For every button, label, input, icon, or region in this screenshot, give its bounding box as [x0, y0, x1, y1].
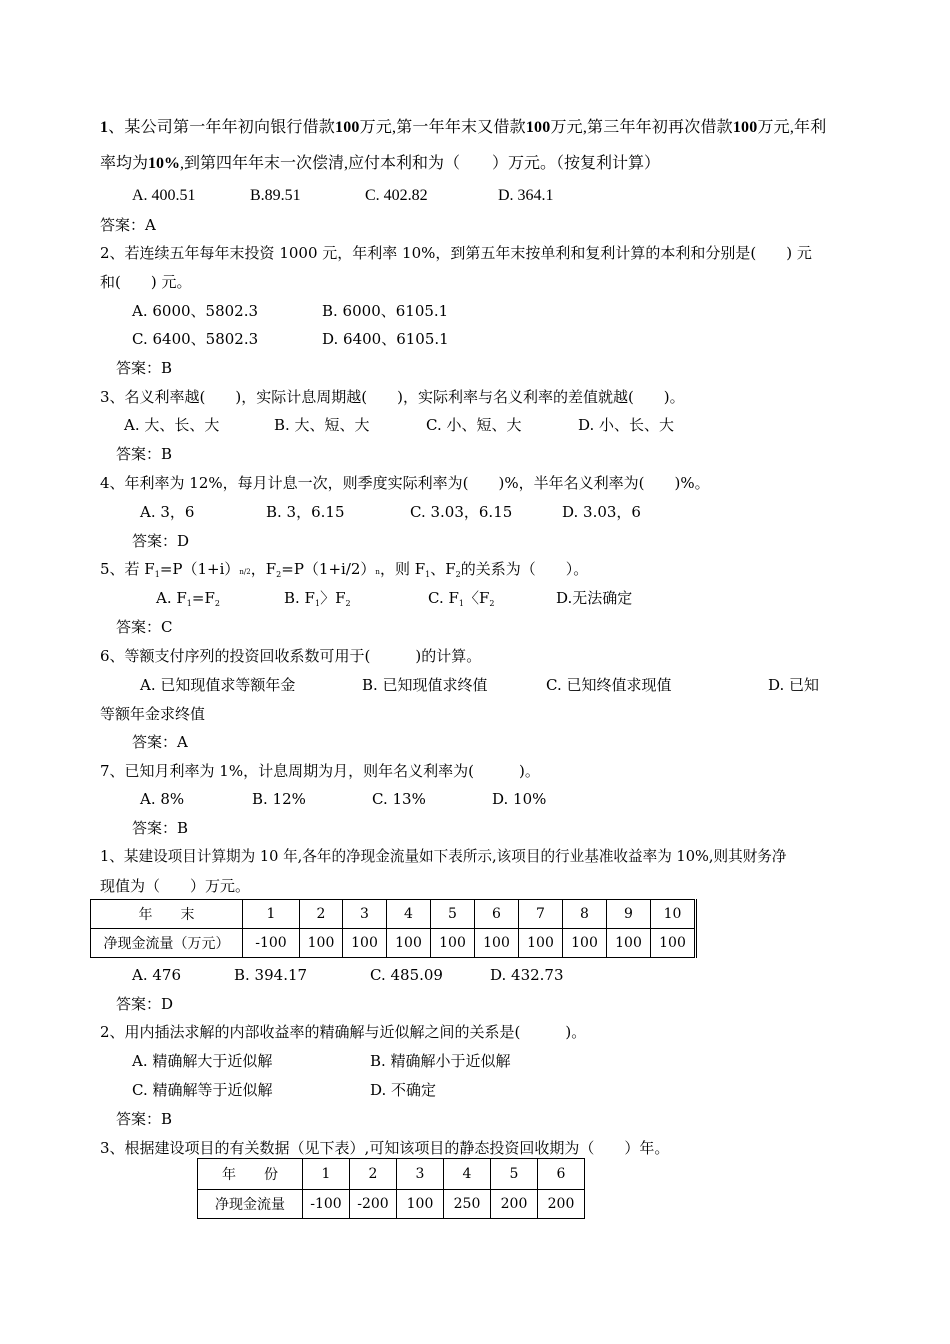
- q10-line1: 3、根据建设项目的有关数据（见下表）,可知该项目的静态投资回收期为（ ）年。: [100, 1139, 670, 1157]
- q1-option-d: D. 364.1: [498, 187, 554, 204]
- q1-option-b: B.89.51: [250, 187, 301, 204]
- q5-sub: 2: [214, 599, 220, 608]
- q1-text-part: 万元,第三年年初再次借款: [550, 119, 733, 136]
- table-cell-value: 100: [607, 929, 651, 958]
- q5-sub: 1: [425, 570, 431, 579]
- q5-sub: 1: [458, 599, 464, 608]
- q8-option-a: A. 476: [132, 966, 181, 984]
- q2-line1: 2、若连续五年每年末投资 1000 元，年利率 10%，到第五年末按单利和复利计算的本利和分别是( ) 元: [100, 244, 812, 262]
- table-cell-year: 3: [397, 1159, 444, 1190]
- q1-line2: [100, 154, 660, 174]
- q5-option-d: D.无法确定: [556, 589, 633, 607]
- q4-option-c: C. 3.03，6.15: [410, 503, 513, 521]
- table-cell-value: 100: [519, 929, 563, 958]
- table-cell-year: 8: [563, 900, 607, 929]
- table-cell-year: 6: [475, 900, 519, 929]
- table-cell-value: -100: [303, 1190, 350, 1219]
- q5-sub: 2: [345, 599, 351, 608]
- q6-line1: 6、等额支付序列的投资回收系数可用于( )的计算。: [100, 647, 482, 665]
- q5-line1: [100, 559, 588, 585]
- table-cell-value: 100: [431, 929, 475, 958]
- q4-answer: 答案：D: [132, 532, 190, 550]
- table-cell-value: 250: [444, 1190, 491, 1219]
- q2-option-d: D. 6400、6105.1: [322, 330, 449, 348]
- q9-answer: 答案：B: [116, 1110, 173, 1128]
- q8-line1: 1、某建设项目计算期为 10 年,各年的净现金流量如下表所示,该项目的行业基准收益率为 10%,则其财务净: [100, 848, 787, 865]
- table-cell-year: 6: [538, 1159, 585, 1190]
- table-cell-year: 1: [243, 900, 300, 929]
- q4-line1: 4、年利率为 12%，每月计息一次，则季度实际利率为( )%，半年名义利率为( )%。: [100, 474, 710, 492]
- q7-line1: 7、已知月利率为 1%，计息周期为月，则年名义利率为( )。: [100, 762, 540, 780]
- table-cell-year: 9: [607, 900, 651, 929]
- q3-answer: 答案：B: [116, 445, 173, 463]
- table-header-label: 年 末: [91, 900, 243, 929]
- table-cell-value: 200: [538, 1190, 585, 1219]
- q1-text-part: 万元,第一年年末又借款: [359, 119, 526, 136]
- table-row: [91, 900, 696, 929]
- table-cell-value: 200: [491, 1190, 538, 1219]
- q5-option-c: [428, 588, 495, 614]
- q1-option-a: A. 400.51: [132, 187, 196, 204]
- q2-option-a: A. 6000、5802.3: [132, 302, 259, 320]
- table-cell-value: 100: [651, 929, 696, 958]
- q7-option-b: B. 12%: [252, 790, 306, 808]
- q9-option-c: C. 精确解等于近似解: [132, 1081, 273, 1099]
- q7-option-a: A. 8%: [140, 790, 185, 808]
- q5-sub: 1: [314, 599, 321, 608]
- q5-text: ，则 F: [379, 560, 426, 578]
- table-cell-year: 7: [519, 900, 563, 929]
- q1-number: 1: [100, 119, 109, 136]
- table-row-label: 净现金流量（万元）: [91, 929, 243, 958]
- q2-line2: 和( ) 元。: [100, 273, 192, 291]
- q8-option-d: D. 432.73: [490, 966, 564, 984]
- q1-line1: [100, 118, 826, 138]
- q7-option-c: C. 13%: [372, 790, 426, 808]
- q8-line2: 现值为（ ）万元。: [100, 877, 251, 895]
- q3-line1: 3、名义利率越( )，实际计息周期越( )，实际利率与名义利率的差值就越( )。: [100, 388, 685, 406]
- q5-sub: 2: [276, 570, 282, 579]
- q2-answer: 答案：B: [116, 359, 173, 377]
- q6-line3: 等额年金求终值: [100, 705, 206, 723]
- q5-opt-text: C. F: [428, 589, 459, 607]
- q7-answer: 答案：B: [132, 819, 189, 837]
- q5-opt-text: A. F: [156, 589, 187, 607]
- table-header-label: 年 份: [198, 1159, 303, 1190]
- q9-option-a: A. 精确解大于近似解: [132, 1052, 273, 1070]
- q7-option-d: D. 10%: [492, 790, 547, 808]
- table-row-label: 净现金流量: [198, 1190, 303, 1219]
- q4-option-b: B. 3，6.15: [266, 503, 345, 521]
- q5-text: 、F: [430, 560, 456, 578]
- q3-option-c: C. 小、短、大: [426, 416, 522, 434]
- q8-option-b: B. 394.17: [234, 966, 308, 984]
- q5-exp: n: [375, 568, 380, 576]
- table-cell-value: 100: [387, 929, 431, 958]
- q5-sub: 2: [489, 599, 495, 608]
- table-cell-year: 1: [303, 1159, 350, 1190]
- q5-option-b: [284, 588, 351, 614]
- q1-text-part: 率均为: [100, 155, 149, 172]
- table-cell-year: 2: [300, 900, 343, 929]
- q1-amount: 100: [335, 119, 360, 136]
- q5-option-a: [156, 588, 220, 614]
- q1-amount: 100: [732, 119, 758, 136]
- table-cell-value: -100: [243, 929, 300, 958]
- q3-option-d: D. 小、长、大: [578, 416, 675, 434]
- table-cell-year: 2: [350, 1159, 397, 1190]
- table-cell-value: 100: [475, 929, 519, 958]
- table-cell-year: 4: [444, 1159, 491, 1190]
- q1-option-c: C. 402.82: [365, 187, 428, 204]
- q5-sub: 1: [154, 570, 160, 579]
- q6-option-b: B. 已知现值求终值: [362, 676, 488, 694]
- q9-option-d: D. 不确定: [370, 1081, 437, 1099]
- q1-text-part: 、某公司第一年年初向银行借款: [108, 119, 336, 136]
- q1-text-part: 万元,年利: [757, 119, 827, 136]
- q5-sub: 2: [455, 570, 461, 579]
- q2-option-c: C. 6400、5802.3: [132, 330, 259, 348]
- q8-option-c: C. 485.09: [370, 966, 443, 984]
- q5-opt-text: 〉F: [320, 589, 346, 607]
- table-cell-value: 100: [397, 1190, 444, 1219]
- q5-text: 的关系为（ ）。: [460, 560, 589, 578]
- table-cell-year: 5: [491, 1159, 538, 1190]
- q5-text: 5、若 F: [100, 560, 155, 578]
- table-cell-value: 100: [343, 929, 387, 958]
- q5-text: =P（1+i/2）: [281, 560, 376, 578]
- q9-line1: 2、用内插法求解的内部收益率的精确解与近似解之间的关系是( )。: [100, 1023, 587, 1041]
- q5-sub: 1: [186, 599, 192, 608]
- q6-answer: 答案：A: [132, 733, 188, 751]
- q9-option-b: B. 精确解小于近似解: [370, 1052, 511, 1070]
- q4-option-d: D. 3.03，6: [562, 503, 641, 521]
- table-cell-value: 100: [300, 929, 343, 958]
- q5-answer: 答案：C: [116, 618, 173, 636]
- table-cell-year: 3: [343, 900, 387, 929]
- table-row: [198, 1190, 585, 1219]
- q1-rate: 10%: [148, 155, 181, 172]
- q4-option-a: A. 3，6: [140, 503, 195, 521]
- q5-exp: n/2: [239, 568, 251, 576]
- q10-cashflow-table: [197, 1158, 585, 1219]
- table-row: [198, 1159, 585, 1190]
- q2-option-b: B. 6000、6105.1: [322, 302, 449, 320]
- q5-opt-text: B. F: [284, 589, 315, 607]
- table-cell-value: -200: [350, 1190, 397, 1219]
- q5-text: =P（1+i）: [159, 560, 240, 578]
- q6-option-a: A. 已知现值求等额年金: [140, 676, 296, 694]
- q3-option-b: B. 大、短、大: [274, 416, 370, 434]
- q1-answer: 答案：A: [100, 216, 156, 234]
- table-cell-year: 4: [387, 900, 431, 929]
- q5-text: ，F: [250, 560, 277, 578]
- q8-answer: 答案：D: [116, 995, 174, 1013]
- q1-amount: 100: [525, 119, 551, 136]
- q8-cashflow-table: [90, 899, 697, 958]
- q5-opt-text: =F: [191, 589, 215, 607]
- q3-option-a: A. 大、长、大: [124, 416, 220, 434]
- table-row: [91, 929, 696, 958]
- q6-option-d: D. 已知: [768, 676, 820, 694]
- table-cell-year: 5: [431, 900, 475, 929]
- q6-option-c: C. 已知终值求现值: [546, 676, 672, 694]
- table-cell-value: 100: [563, 929, 607, 958]
- q5-opt-text: 〈F: [463, 589, 490, 607]
- q1-text-part: ,到第四年年末一次偿清,应付本利和为（ ）万元。（按复利计算）: [180, 155, 661, 172]
- table-cell-year: 10: [651, 900, 696, 929]
